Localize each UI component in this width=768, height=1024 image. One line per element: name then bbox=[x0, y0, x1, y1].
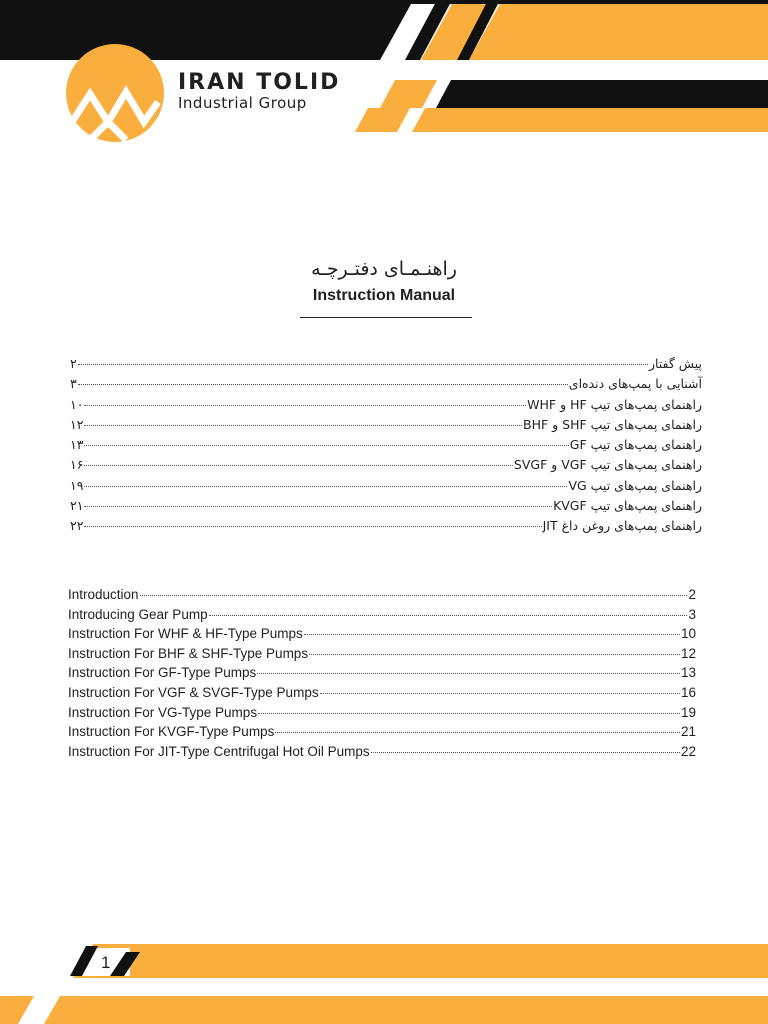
page-title-persian: راهنـمـای دفتـرچـه bbox=[311, 258, 457, 280]
toc-page: ۱۲ bbox=[70, 416, 84, 432]
toc-label: Instruction For KVGF-Type Pumps bbox=[68, 724, 275, 740]
toc-page: ۲ bbox=[70, 356, 77, 371]
brand-name: IRAN TOLID bbox=[178, 70, 341, 95]
toc-page: 22 bbox=[680, 743, 696, 759]
toc-label: Instruction For VG-Type Pumps bbox=[68, 704, 258, 720]
toc-page: ۱۳ bbox=[70, 437, 84, 453]
brand-subtitle: Industrial Group bbox=[178, 94, 307, 112]
toc-page: 21 bbox=[680, 724, 696, 740]
toc-label: پیش گفتار bbox=[648, 356, 702, 371]
toc-label: راهنمای پمپ‌های تیپ VGF و SVGF bbox=[513, 457, 702, 473]
toc-label: Instruction For WHF & HF-Type Pumps bbox=[68, 626, 303, 642]
toc-page: 10 bbox=[680, 626, 696, 642]
toc-label: راهنمای پمپ‌های تیپ SHF و BHF bbox=[523, 416, 702, 432]
toc-page: 19 bbox=[680, 704, 696, 720]
toc-page: 16 bbox=[680, 684, 696, 700]
toc-page: 2 bbox=[688, 587, 696, 602]
toc-label: Introduction bbox=[68, 587, 139, 602]
toc-label: Instruction For BHF & SHF-Type Pumps bbox=[68, 645, 309, 661]
toc-label: Instruction For GF-Type Pumps bbox=[68, 665, 257, 681]
toc-page: ۲۲ bbox=[70, 518, 84, 534]
page-number: 1 bbox=[101, 953, 111, 972]
toc-page: ۱۰ bbox=[70, 396, 84, 412]
toc-label: راهنمای پمپ‌های تیپ VG bbox=[568, 477, 702, 493]
toc-page: 13 bbox=[680, 665, 696, 681]
toc-page: 12 bbox=[680, 645, 696, 661]
toc-label: راهنمای پمپ‌های تیپ KVGF bbox=[553, 498, 702, 514]
toc-label: Instruction For JIT-Type Centrifugal Hot Oil Pumps bbox=[68, 743, 370, 759]
toc-page: 3 bbox=[688, 606, 696, 622]
toc-page: ۱۶ bbox=[70, 457, 84, 473]
toc-page: ۲۱ bbox=[70, 498, 84, 514]
toc-page: ۱۹ bbox=[70, 477, 84, 493]
toc-label: راهنمای پمپ‌های تیپ HF و WHF bbox=[527, 396, 702, 412]
toc-label: Instruction For VGF & SVGF-Type Pumps bbox=[68, 684, 319, 700]
toc-label: راهنمای پمپ‌های تیپ GF bbox=[569, 437, 702, 453]
page-title-english: Instruction Manual bbox=[312, 287, 456, 304]
toc-page: ۳ bbox=[70, 376, 77, 392]
toc-label: Introducing Gear Pump bbox=[68, 606, 208, 622]
toc-label: راهنمای پمپ‌های روغن داغ JIT bbox=[542, 518, 702, 534]
toc-label: آشنایی با پمپ‌های دنده‌ای bbox=[568, 376, 702, 392]
